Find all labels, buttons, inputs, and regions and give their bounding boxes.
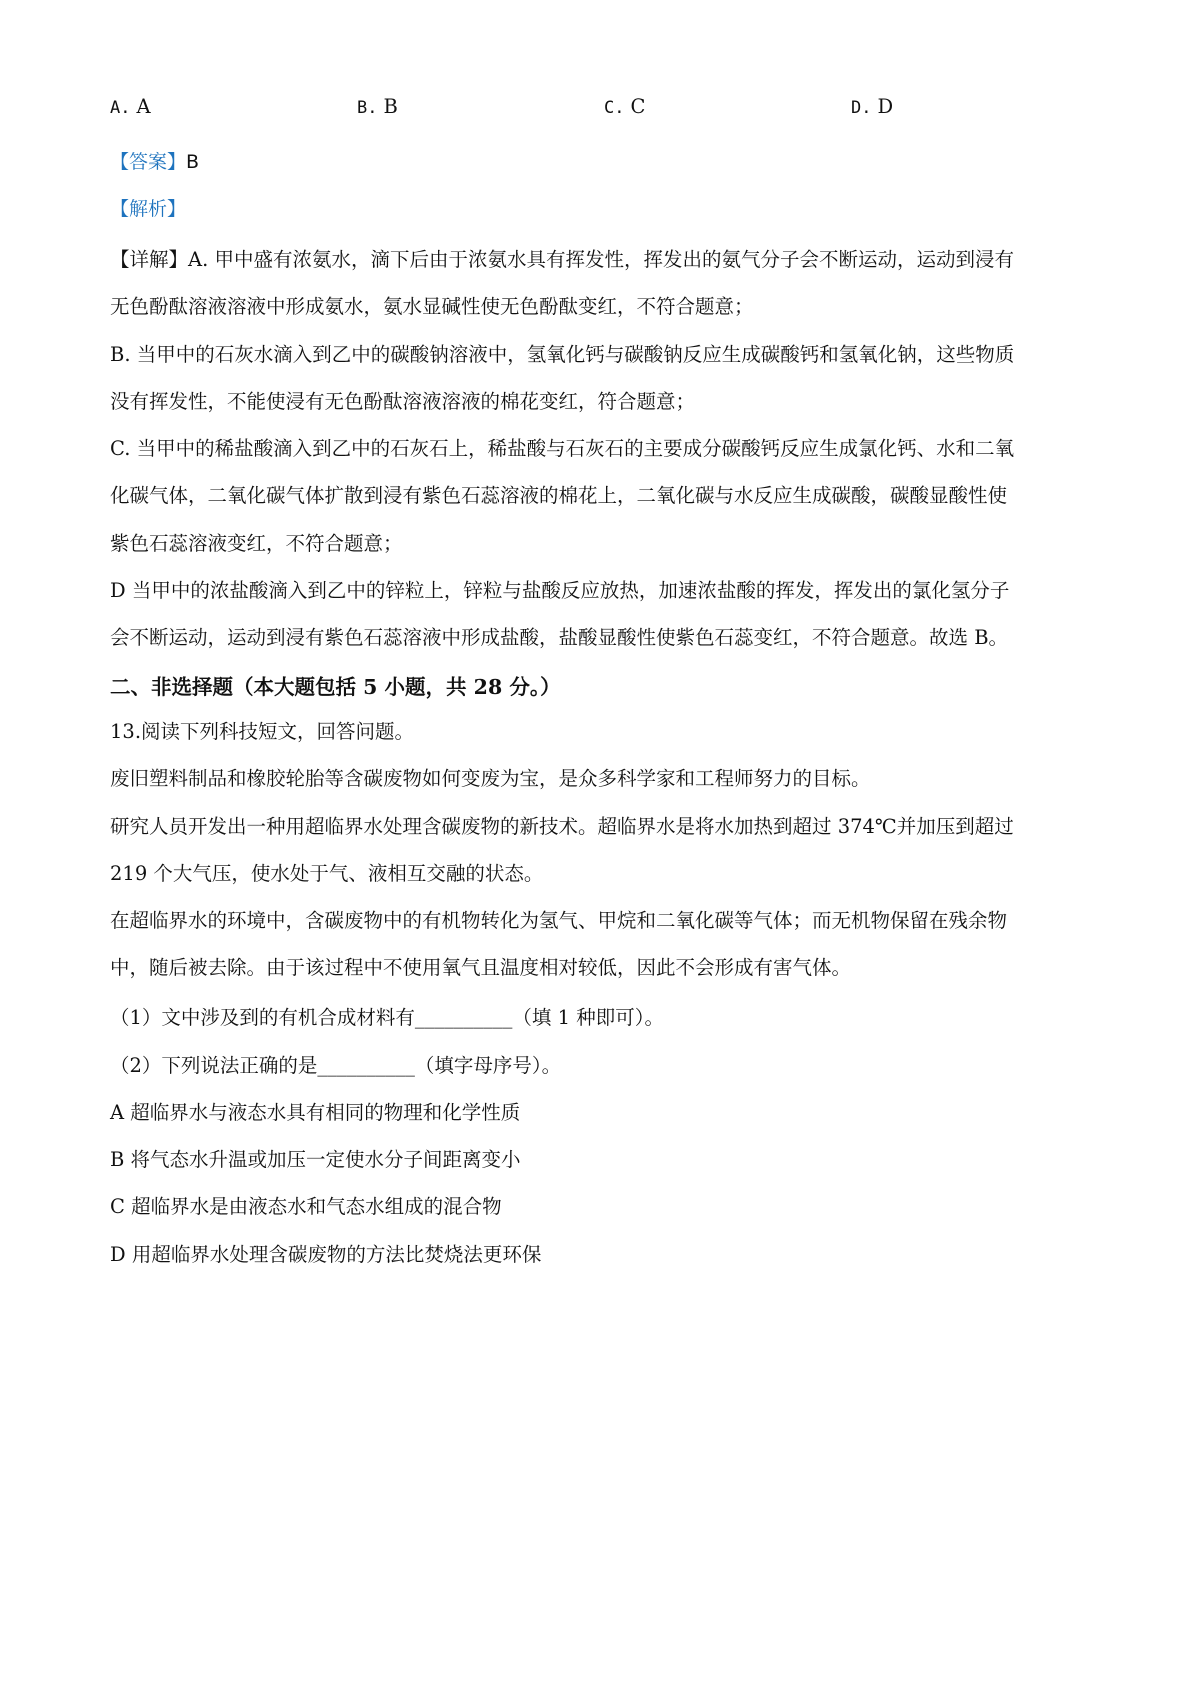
option-a: [110, 95, 151, 120]
detail-line: 【详解】A. 甲中盛有浓氨水，滴下后由于浓氨水具有挥发性，挥发出的氨气分子会不断运动，运动到浸有: [110, 248, 1014, 271]
question-line: 废旧塑料制品和橡胶轮胎等含碳废物如何变废为宝，是众多科学家和工程师努力的目标。: [110, 767, 871, 790]
choice-line: D 用超临界水处理含碳废物的方法比焚烧法更环保: [110, 1243, 542, 1266]
detail-line: B. 当甲中的石灰水滴入到乙中的碳酸钠溶液中，氢氧化钙与碳酸钠反应生成碳酸钙和氢氧化钠，这些物质: [110, 343, 1015, 366]
option-value: A: [136, 95, 151, 118]
option-key: A.: [110, 98, 131, 118]
answer-label: 【答案】: [110, 151, 187, 173]
detail-line: D 当甲中的浓盐酸滴入到乙中的锌粒上，锌粒与盐酸反应放热，加速浓盐酸的挥发，挥发出的氯化氢分子: [110, 579, 1010, 602]
detail-line: C. 当甲中的稀盐酸滴入到乙中的石灰石上，稀盐酸与石灰石的主要成分碳酸钙反应生成氯化钙、水和二氧: [110, 437, 1015, 460]
option-value: B: [383, 95, 398, 118]
answer-line: [110, 150, 1100, 174]
choice-line: C 超临界水是由液态水和气态水组成的混合物: [110, 1195, 502, 1218]
question-line: （2）下列说法正确的是__________（填字母序号）。: [110, 1054, 562, 1077]
detail-line: 没有挥发性，不能使浸有无色酚酞溶液溶液的棉花变红，符合题意；: [110, 390, 696, 413]
question-line: 中，随后被去除。由于该过程中不使用氧气且温度相对较低，因此不会形成有害气体。: [110, 956, 852, 979]
option-key: D.: [851, 98, 872, 118]
analysis-line: [110, 197, 1100, 221]
option-d: [851, 95, 893, 120]
question-line: 219 个大气压，使水处于气、液相互交融的状态。: [110, 862, 544, 885]
question-line: 13.阅读下列科技短文，回答问题。: [110, 720, 415, 743]
option-key: B.: [357, 98, 378, 118]
detail-line: 紫色石蕊溶液变红，不符合题意；: [110, 532, 403, 555]
option-key: C.: [604, 98, 625, 118]
question-line: （1）文中涉及到的有机合成材料有__________（填 1 种即可）。: [110, 1006, 664, 1029]
option-value: D: [877, 95, 894, 118]
option-c: [604, 95, 645, 120]
section-heading: 二、非选择题（本大题包括 5 小题，共 28 分。）: [110, 675, 561, 699]
analysis-label: 【解析】: [110, 198, 187, 220]
answer-value: B: [186, 151, 200, 173]
option-value: C: [630, 95, 646, 118]
detail-line: 化碳气体，二氧化碳气体扩散到浸有紫色石蕊溶液的棉花上，二氧化碳与水反应生成碳酸，碳酸显酸性使: [110, 484, 1008, 507]
detail-line: 会不断运动，运动到浸有紫色石蕊溶液中形成盐酸，盐酸显酸性使紫色石蕊变红，不符合题意。故选 B。: [110, 626, 1009, 649]
detail-line: 无色酚酞溶液溶液中形成氨水，氨水显碱性使无色酚酞变红，不符合题意；: [110, 295, 754, 318]
choice-line: B 将气态水升温或加压一定使水分子间距离变小: [110, 1148, 521, 1171]
option-b: [357, 95, 398, 120]
question-line: 研究人员开发出一种用超临界水处理含碳废物的新技术。超临界水是将水加热到超过 374℃并加压到超过: [110, 815, 1014, 838]
choice-line: A 超临界水与液态水具有相同的物理和化学性质: [110, 1101, 521, 1124]
question-line: 在超临界水的环境中，含碳废物中的有机物转化为氢气、甲烷和二氧化碳等气体；而无机物保留在残余物: [110, 909, 1008, 932]
